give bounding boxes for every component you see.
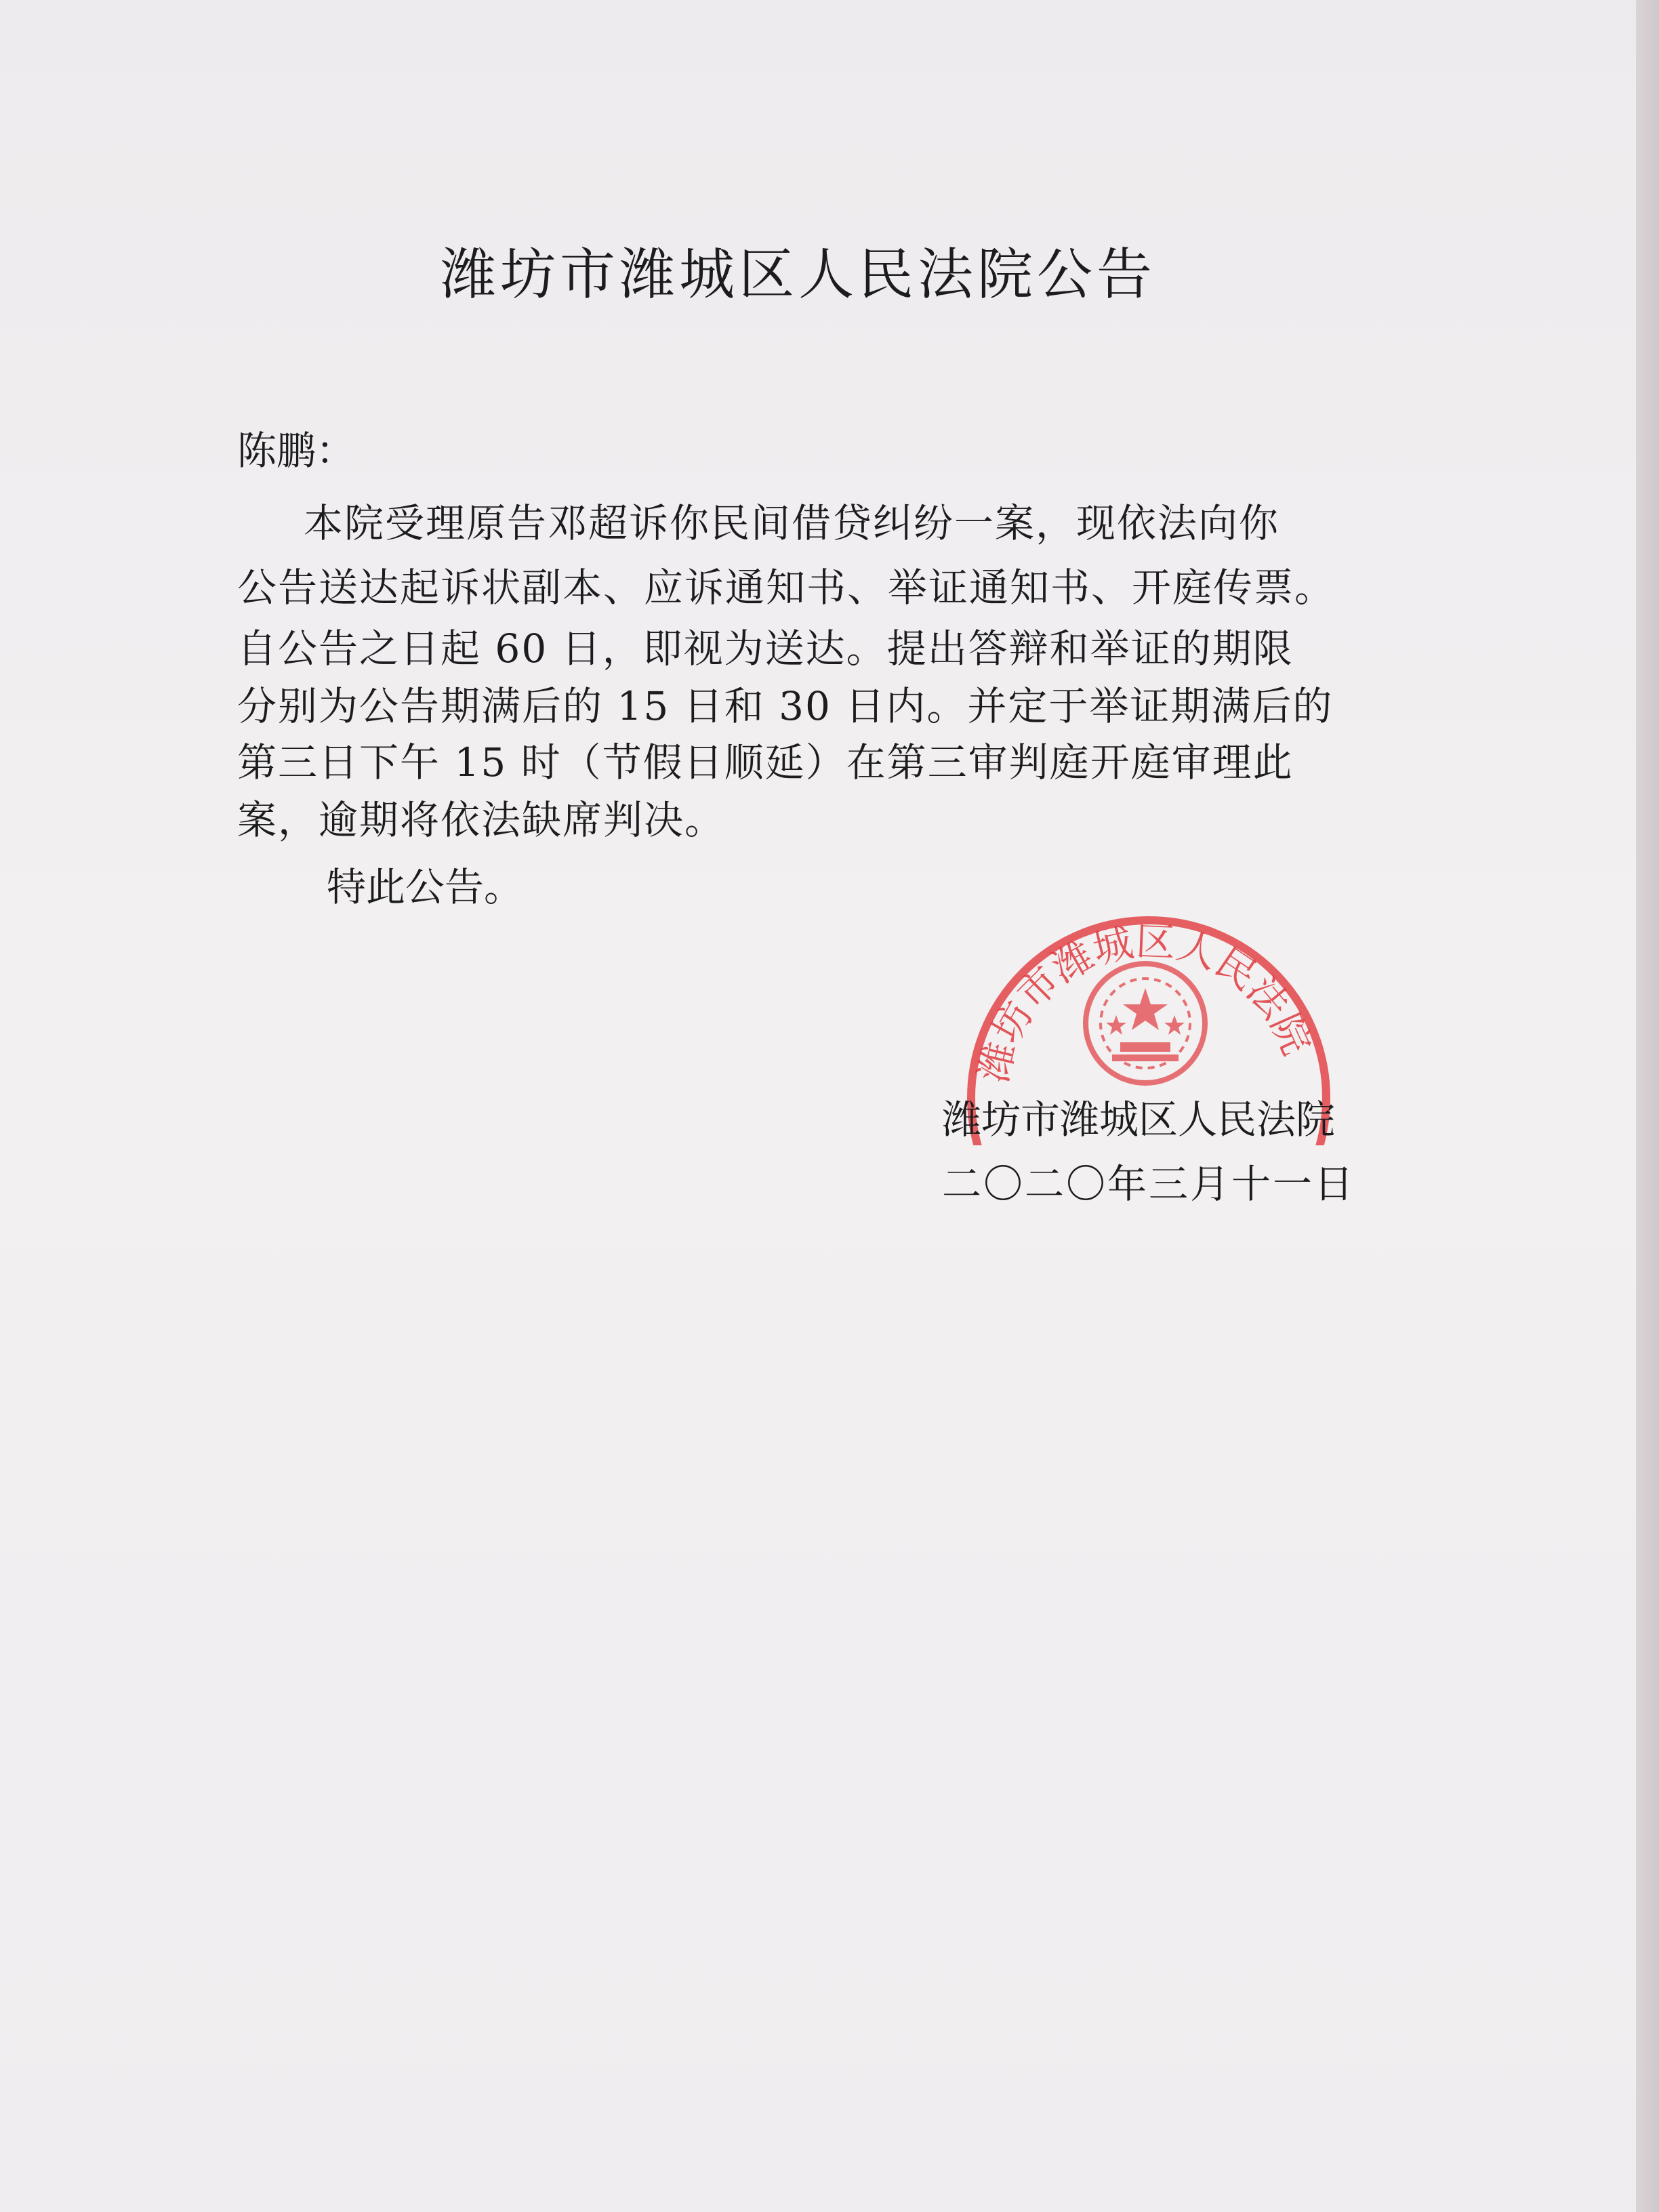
body-line-4: 分别为公告期满后的 15 日和 30 日内。并定于举证期满后的 (237, 683, 1334, 729)
signature-org: 潍坊市潍城区人民法院 (942, 1097, 1336, 1143)
body-line-3: 自公告之日起 60 日，即视为送达。提出答辩和举证的期限 (237, 626, 1294, 672)
seal-text: 潍坊市潍城区人民法院 (970, 918, 1320, 1087)
body-line-1: 本院受理原告邓超诉你民间借贷纠纷一案，现依法向你 (304, 500, 1280, 546)
notice-title: 潍坊市潍城区人民法院公告 (441, 243, 1157, 307)
signature-date: 二〇二〇年三月十一日 (942, 1161, 1356, 1207)
paper-edge (1636, 0, 1659, 2212)
body-line-2: 公告送达起诉状副本、应诉通知书、举证通知书、开庭传票。 (237, 565, 1336, 611)
body-line-6: 案，逾期将依法缺席判决。 (237, 797, 726, 843)
salutation: 陈鹏： (237, 428, 356, 474)
closing-text: 特此公告。 (327, 864, 524, 910)
body-line-5: 第三日下午 15 时（节假日顺延）在第三审判庭开庭审理此 (237, 739, 1294, 785)
emblem-icon (1086, 964, 1205, 1083)
